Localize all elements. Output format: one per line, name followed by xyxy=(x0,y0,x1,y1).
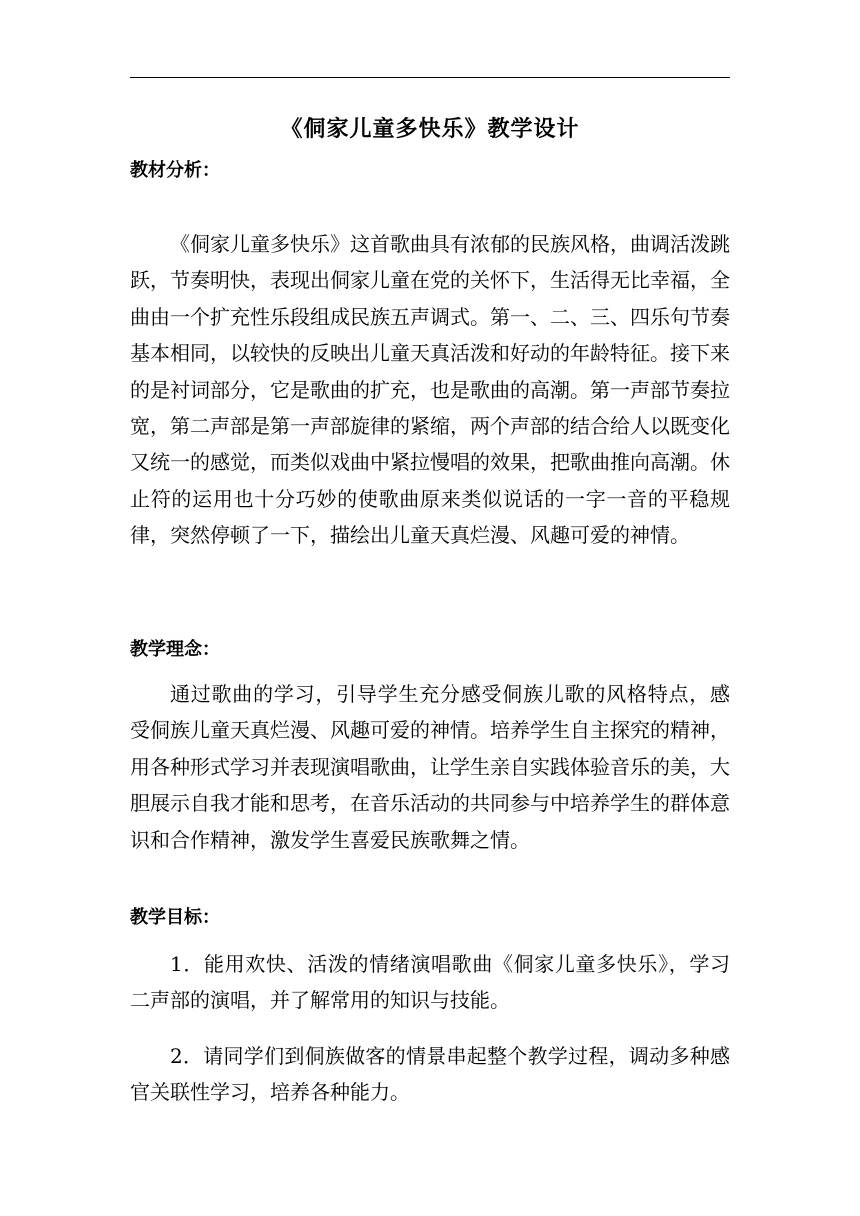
text-line: 的是衬词部分，它是歌曲的扩充，也是歌曲的高潮。第一声部节奏拉 xyxy=(130,377,730,402)
paragraph-teaching-philosophy xyxy=(130,676,730,858)
text-line: 通过歌曲的学习，引导学生充分感受侗族儿歌的风格特点，感 xyxy=(170,682,730,706)
text-line: 官关联性学习，培养各种能力。 xyxy=(130,1080,410,1105)
text-line: 2．请同学们到侗族做客的情景串起整个教学过程，调动多种感 xyxy=(170,1044,730,1068)
text-line: 受侗族儿童天真烂漫、风趣可爱的神情。培养学生自主探究的精神， xyxy=(130,718,730,743)
text-line: 曲由一个扩充性乐段组成民族五声调式。第一、二、三、四乐句节奏 xyxy=(130,304,730,329)
text-line: 基本相同，以较快的反映出儿童天真活泼和好动的年龄特征。接下来 xyxy=(130,341,730,366)
text-line: 宽，第二声部是第一声部旋律的紧缩，两个声部的结合给人以既变化 xyxy=(130,413,730,438)
text-line: 1．能用欢快、活泼的情绪演唱歌曲《侗家儿童多快乐》，学习 xyxy=(170,952,730,976)
paragraph-objective-2 xyxy=(130,1038,730,1111)
text-line: 用各种形式学习并表现演唱歌曲，让学生亲自实践体验音乐的美，大 xyxy=(130,754,730,779)
section-heading-teaching-objectives: 教学目标： xyxy=(130,907,220,928)
text-line: 止符的运用也十分巧妙的使歌曲原来类似说话的一字一音的平稳规 xyxy=(130,486,730,511)
text-line: 跃，节奏明快，表现出侗家儿童在党的关怀下，生活得无比幸福，全 xyxy=(130,268,730,293)
document-title: 《侗家儿童多快乐》教学设计 xyxy=(280,116,580,142)
section-heading-textbook-analysis: 教材分析： xyxy=(130,160,220,181)
paragraph-objective-1 xyxy=(130,946,730,1019)
text-line: 二声部的演唱，并了解常用的知识与技能。 xyxy=(130,988,510,1013)
text-line: 《侗家儿童多快乐》这首歌曲具有浓郁的民族风格，曲调活泼跳 xyxy=(170,232,730,256)
text-line: 识和合作精神，激发学生喜爱民族歌舞之情。 xyxy=(130,827,530,852)
header-rule xyxy=(130,77,730,78)
text-line: 律，突然停顿了一下，描绘出儿童天真烂漫、风趣可爱的神情。 xyxy=(130,523,690,548)
text-line: 又统一的感觉，而类似戏曲中紧拉慢唱的效果，把歌曲推向高潮。休 xyxy=(130,450,730,475)
section-heading-teaching-philosophy: 教学理念： xyxy=(130,639,220,660)
paragraph-textbook-analysis xyxy=(130,226,730,554)
text-line: 胆展示自我才能和思考，在音乐活动的共同参与中培养学生的群体意 xyxy=(130,791,730,816)
